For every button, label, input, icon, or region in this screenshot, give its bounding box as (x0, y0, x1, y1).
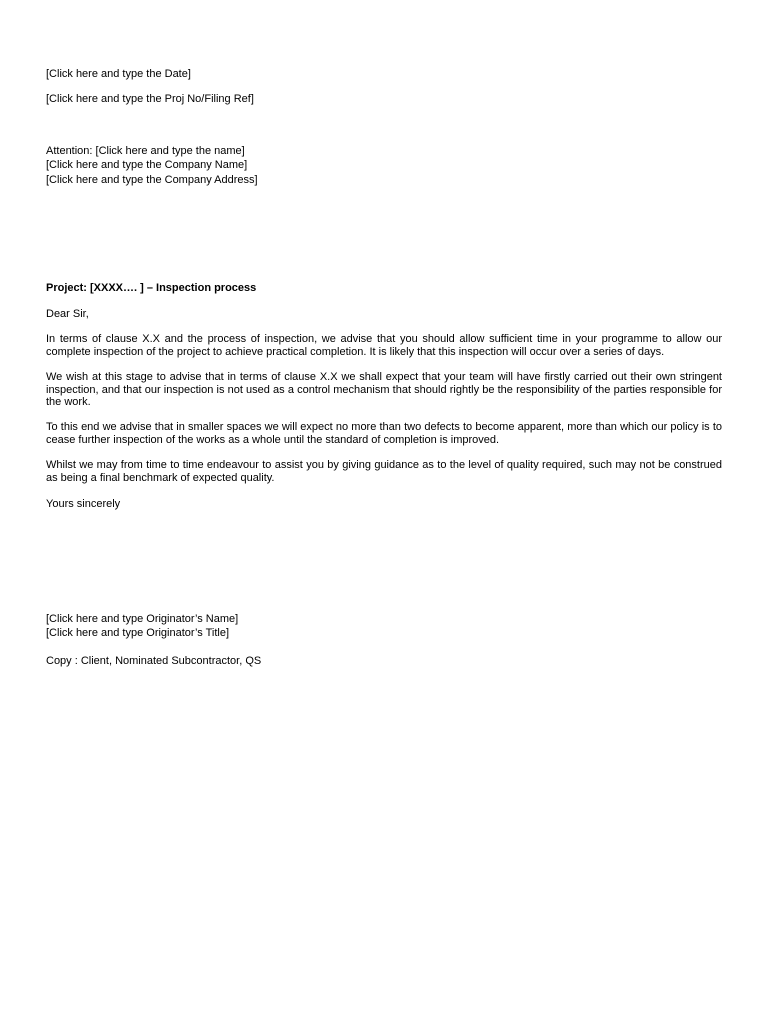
project-reference-placeholder[interactable]: [Click here and type the Proj No/Filing Ref] (46, 93, 254, 105)
closing: Yours sincerely (46, 498, 121, 510)
attention-line[interactable]: Attention: [Click here and type the name] (46, 145, 245, 157)
company-name-placeholder[interactable]: [Click here and type the Company Name] (46, 159, 248, 171)
company-address-placeholder[interactable]: [Click here and type the Company Address] (46, 174, 258, 186)
body-paragraph-2: We wish at this stage to advise that in terms of clause X.X we shall expect that your team will have firstly carried out their own stringent inspection, and that our inspection is not used as a control mechanism that should rightly be the responsibility of the parties responsible for the work. (46, 371, 722, 409)
date-placeholder[interactable]: [Click here and type the Date] (46, 68, 191, 80)
body-paragraph-3: To this end we advise that in smaller spaces we will expect no more than two defects to become apparent, more than which our policy is to cease further inspection of the works as a whole until the standard of completion is improved. (46, 421, 722, 446)
salutation: Dear Sir, (46, 308, 89, 320)
originator-name-placeholder[interactable]: [Click here and type Originator’s Name] (46, 613, 239, 625)
copy-line: Copy : Client, Nominated Subcontractor, QS (46, 655, 262, 667)
body-paragraph-1: In terms of clause X.X and the process of inspection, we advise that you should allow sufficient time in your programme to allow our complete inspection of the project to achieve practical completion. It is likely that this inspection will occur over a series of days. (46, 333, 722, 358)
body-paragraph-4: Whilst we may from time to time endeavour to assist you by giving guidance as to the level of quality required, such may not be construed as being a final benchmark of expected quality. (46, 459, 722, 484)
originator-title-placeholder[interactable]: [Click here and type Originator’s Title] (46, 627, 230, 639)
subject-heading: Project: [XXXX…. ] – Inspection process (46, 282, 257, 294)
